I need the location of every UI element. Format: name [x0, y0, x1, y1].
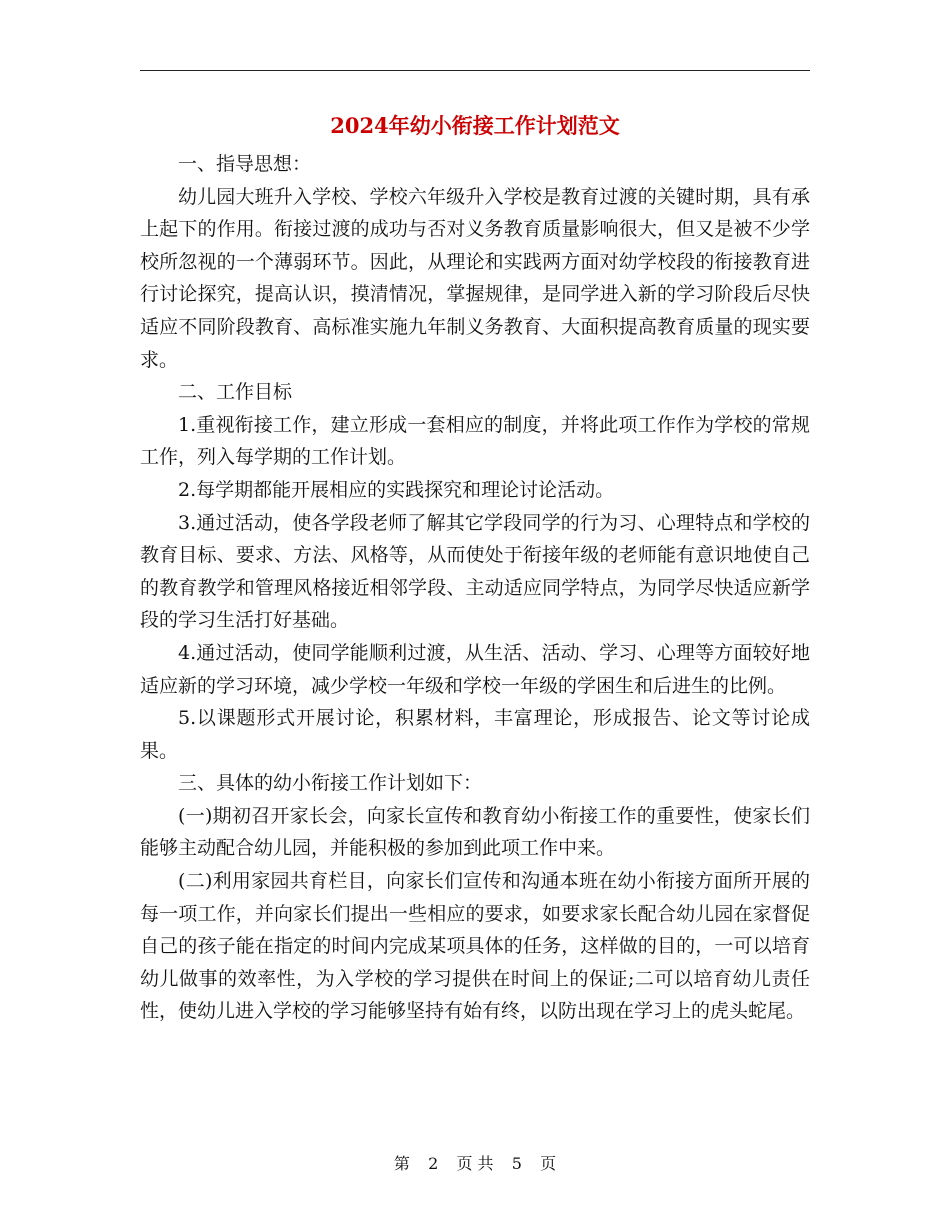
footer-current-page: 2	[428, 1154, 439, 1173]
document-title: 2024年幼小衔接工作计划范文	[330, 113, 620, 138]
section-heading-plan: 三、具体的幼小衔接工作计划如下：	[178, 772, 483, 795]
footer-middle: 页 共	[456, 1154, 494, 1173]
footer-suffix: 页	[540, 1154, 557, 1173]
footer-prefix: 第	[393, 1154, 410, 1173]
section-heading-work-goals: 二、工作目标	[178, 381, 293, 404]
document-body	[140, 148, 810, 1028]
page-footer	[140, 1152, 810, 1176]
plan-item-1: (一)期初召开家长会，向家长宣传和教育幼小衔接工作的重要性，使家长们能够主动配合幼儿园，并能积极的参加到此项工作中来。	[140, 804, 810, 860]
footer-total-pages: 5	[511, 1154, 522, 1173]
header-rule	[140, 70, 810, 71]
section-heading-guiding-thought: 一、指导思想：	[178, 153, 312, 175]
goal-item-2: 2.每学期都能开展相应的实践探究和理论讨论活动。	[178, 478, 615, 501]
paragraph-guiding-thought: 幼儿园大班升入学校、学校六年级升入学校是教育过渡的关键时期，具有承上起下的作用。衔接过渡的成功与否对义务教育质量影响很大，但又是被不少学校所忽视的一个薄弱环节。因此，从理论和实践两方面对幼学校段的衔接教育进行讨论探究，提高认识，摸清情况，掌握规律，是同学进入新的学习阶段后尽快适应不同阶段教育、高标准实施九年制义务教育、大面积提高教育质量的现实要求。	[140, 185, 810, 371]
plan-item-2: (二)利用家园共育栏目，向家长们宣传和沟通本班在幼小衔接方面所开展的每一项工作，并向家长们提出一些相应的要求，如要求家长配合幼儿园在家督促自己的孩子能在指定的时间内完成某项具体的任务，这样做的目的，一可以培育幼儿做事的效率性，为入学校的学习提供在时间上的保证;二可以培育幼儿责任性，使幼儿进入学校的学习能够坚持有始有终，以防出现在学习上的虎头蛇尾。	[140, 870, 810, 1023]
goal-item-4: 4.通过活动，使同学能顺利过渡，从生活、活动、学习、心理等方面较好地适应新的学习环境，减少学校一年级和学校一年级的学困生和后进生的比例。	[140, 641, 810, 697]
goal-item-5: 5.以课题形式开展讨论，积累材料，丰富理论，形成报告、论文等讨论成果。	[140, 707, 810, 762]
goal-item-3: 3.通过活动，使各学段老师了解其它学段同学的行为习、心理特点和学校的教育目标、要求、方法、风格等，从而使处于衔接年级的老师能有意识地使自己的教育教学和管理风格接近相邻学段、主动适应同学特点，为同学尽快适应新学段的学习生活打好基础。	[140, 511, 810, 632]
goal-item-1: 1.重视衔接工作，建立形成一套相应的制度，并将此项工作作为学校的常规工作，列入每学期的工作计划。	[140, 413, 810, 469]
